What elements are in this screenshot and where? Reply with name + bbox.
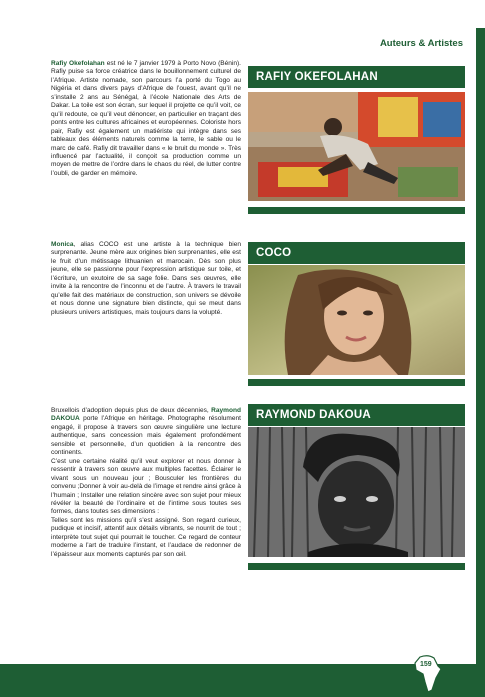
- profile-rafiy: [248, 66, 465, 214]
- bio-intro: Bruxellois d’adoption depuis plus de deux décennies,: [51, 407, 212, 414]
- right-edge-bar: [476, 28, 485, 697]
- bio-name: Monica: [51, 241, 74, 248]
- profile-banner: RAYMOND DAKOUA: [248, 404, 465, 426]
- profile-banner: COCO: [248, 242, 465, 264]
- profile-raymond: [248, 404, 465, 570]
- banner-stripe: [248, 207, 465, 214]
- bio-raymond: [51, 407, 241, 559]
- footer-bar: [0, 664, 485, 697]
- bio-paragraph-3: Telles sont les missions qu’il s’est assigné. Son regard curieux, pudique et incisif, attentif aux détails vibrants, se nourrit de tout ; interprète tout sujet qui pourrait le toucher. Ce regard de conteur moderne a l’art de traduire l’instant, et l’audace de redonner de l’épaisseur aux moments capturés par son œil.: [51, 516, 241, 558]
- banner-stripe: [248, 563, 465, 570]
- bio-text: est né le 7 janvier 1979 à Porto Novo (Bénin). Rafiy puise sa force créatrice dans le bouillonnement culturel de l’Afrique. Artiste nomade, son parcours l’a porté du Togo au Nigéria et dans divers pays d’Afrique de l’ouest, avant qu’il ne s’installe 2 ans au Sénégal, à l’école Nationale des Arts de Dakar. La toile est son écran, sur lequel il projette ce qu’il voit, ce qu’il redoute, ce qu’il veut dénoncer, en particulier en traçant des ponts entre les cultures africaines et européennes. Coloriste hors pair, Rafiy est également un matiériste qui intègre dans ses tableaux des éléments naturels comme la terre, le sable ou le marc de café. Rafiy dit travailler dans « le bruit du monde ». Très influencé par l’actualité, il conçoit sa production comme un moyen de mettre de l’ordre dans le chaos du réel, de lutter contre l’oubli, de garder en mémoire.: [51, 60, 241, 177]
- bio-rafiy: [51, 60, 241, 178]
- banner-stripe: [248, 379, 465, 386]
- profile-banner: RAFIY OKEFOLAHAN: [248, 66, 465, 88]
- bio-paragraph-2: C’est une certaine réalité qu’il veut explorer et nous donner à ressentir à travers son œuvre aux multiples facettes. Éclairer le vivant sous un nouveau jour ; Bousculer les frontières du convenu ;Donner à voir au-delà de l’image et rendre ainsi grâce à l’humain ; Installer une relation sincère avec son sujet pour mieux révéler la beauté de l’ordinaire et de l’intime sous toutes ses formes, dans toutes ses dimensions :: [51, 457, 241, 516]
- bio-text: , alias COCO est une artiste à la technique bien surprenante. Jeune mère aux origines bien surprenantes, elle est le fruit d’un métissage lithuanien et marocain. Dès son plus jeune, elle se passionne pour l’expression artistique sur toile, et l’écriture, un exutoire de sa sage folie. Dans ses œuvres, elle invite à la rencontre de l’inconnu et de l’autre. À travers le travail qu’elle fait des matériaux de construction, son univers se dévoile et nous donne une signature bien distincte, qui se meut dans plusieurs univers artistiques, mais toujours dans la volupté.: [51, 241, 241, 316]
- profile-coco: [248, 242, 465, 386]
- bio-name: Raymond DAKOUA: [51, 407, 241, 423]
- artist-photo: [248, 92, 465, 201]
- bio-name: Rafiy Okefolahan: [51, 60, 105, 67]
- africa-map-icon: [414, 654, 442, 694]
- page-number: 159: [420, 661, 432, 668]
- bio-text: porte l’Afrique en héritage. Photographe résolument engagé, il propose à travers son œuvre singulière une lecture authentique, sans concession mais également profondément sensible et personnelle, d’un quotidien à la rencontre des continents.: [51, 415, 241, 457]
- section-title: Auteurs & Artistes: [379, 38, 463, 49]
- portrait-photo: [248, 265, 465, 375]
- portrait-photo: [248, 427, 465, 557]
- bio-coco: [51, 241, 241, 317]
